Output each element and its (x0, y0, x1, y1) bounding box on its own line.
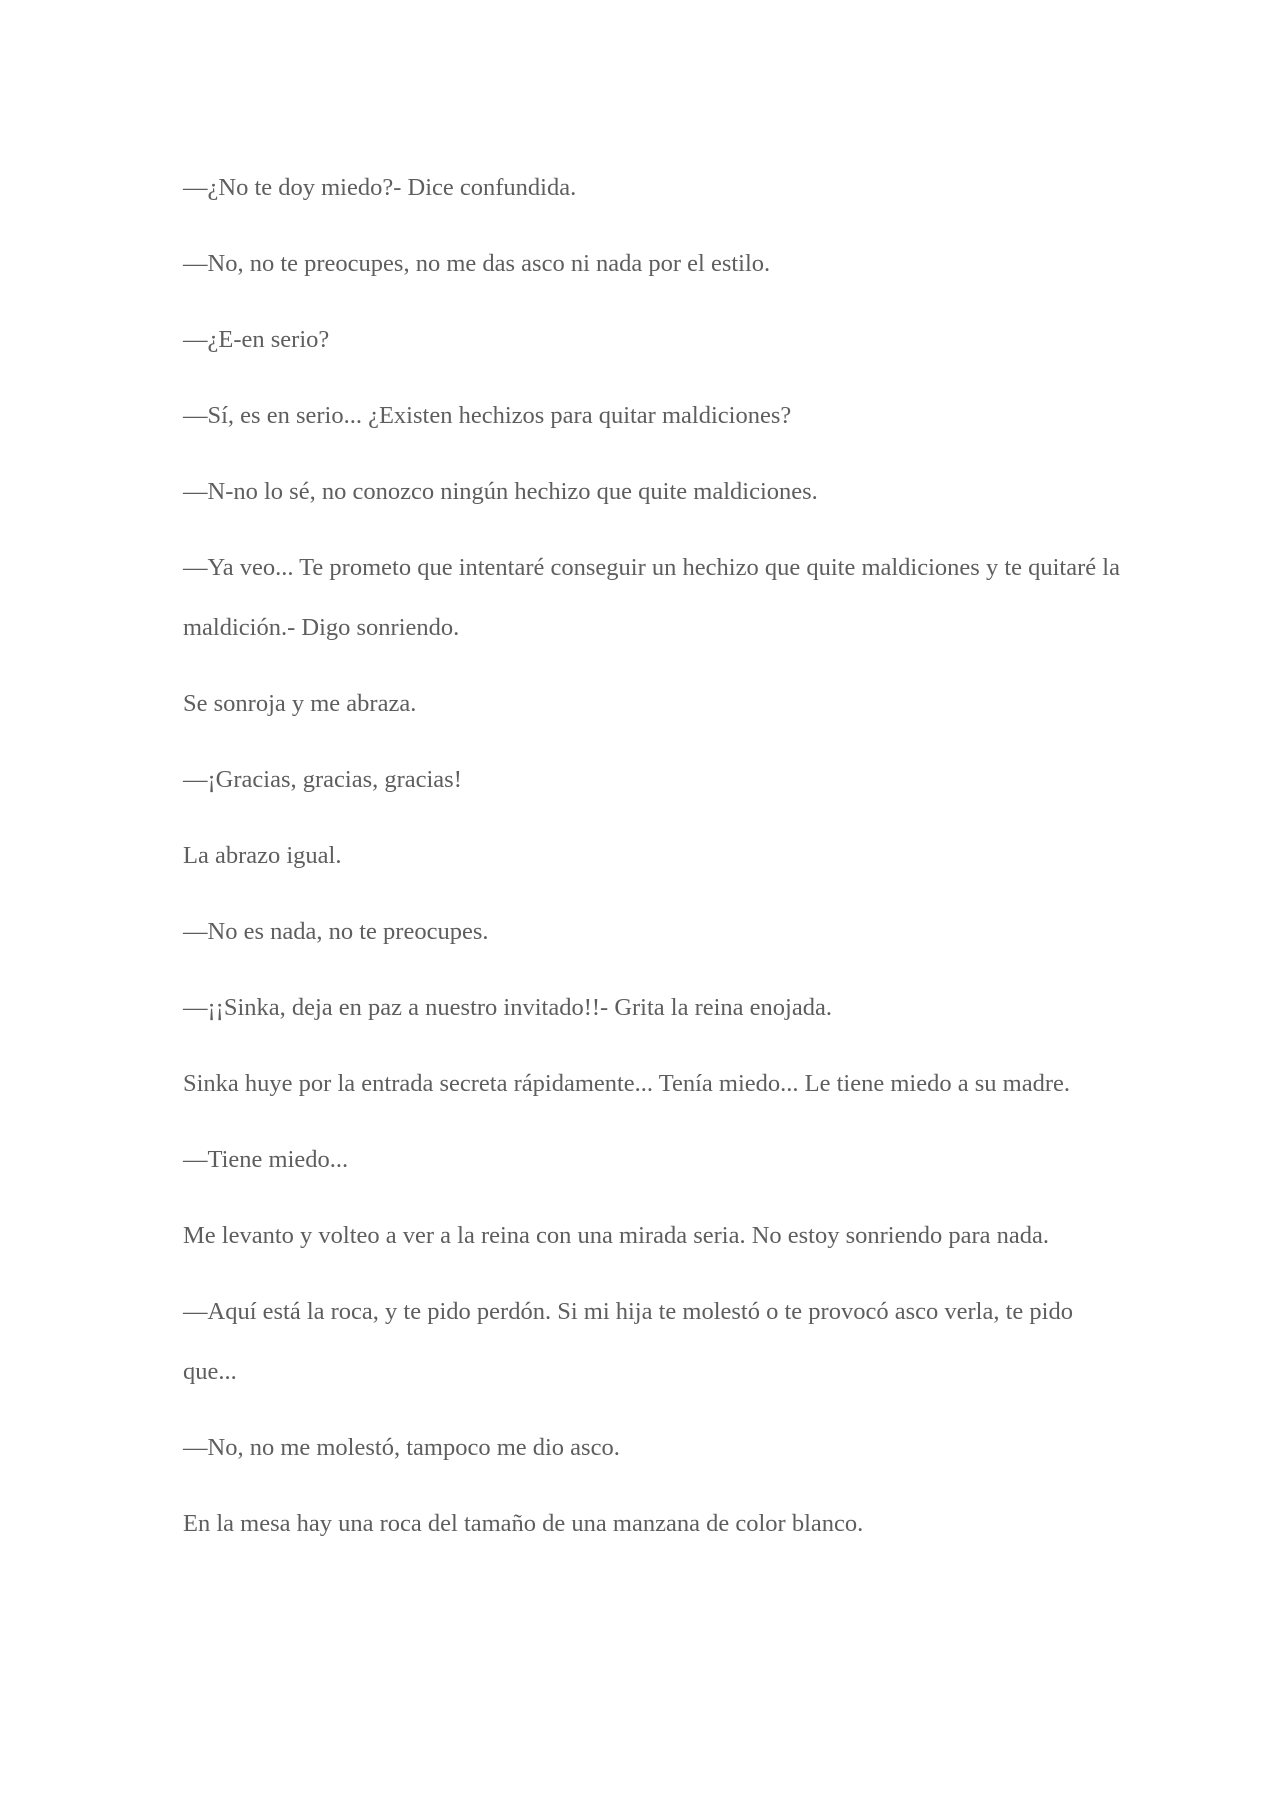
document-page (183, 176, 1123, 1570)
paragraph-11: —¡¡Sinka, deja en paz a nuestro invitado!!- Grita la reina enojada. (183, 994, 832, 1021)
paragraph-7: Se sonroja y me abraza. (183, 690, 417, 717)
paragraph-13: —Tiene miedo... (183, 1146, 349, 1173)
paragraph-6: —Ya veo... Te prometo que intentaré conseguir un hechizo que quite maldiciones y te quitaré la maldición.- Digo sonriendo. (183, 554, 1120, 641)
paragraph-5: —N-no lo sé, no conozco ningún hechizo que quite maldiciones. (183, 478, 818, 505)
paragraph-9: La abrazo igual. (183, 842, 342, 869)
paragraph-12: Sinka huye por la entrada secreta rápidamente... Tenía miedo... Le tiene miedo a su madre. (183, 1070, 1070, 1097)
paragraph-4: —Sí, es en serio... ¿Existen hechizos para quitar maldiciones? (183, 402, 792, 429)
paragraph-17: En la mesa hay una roca del tamaño de una manzana de color blanco. (183, 1510, 864, 1537)
paragraph-10: —No es nada, no te preocupes. (183, 918, 489, 945)
paragraph-3: —¿E-en serio? (183, 326, 330, 353)
paragraph-16: —No, no me molestó, tampoco me dio asco. (183, 1434, 620, 1461)
paragraph-14: Me levanto y volteo a ver a la reina con una mirada seria. No estoy sonriendo para nada. (183, 1222, 1050, 1249)
paragraph-15: —Aquí está la roca, y te pido perdón. Si mi hija te molestó o te provocó asco verla, te pido que... (183, 1298, 1073, 1385)
paragraph-2: —No, no te preocupes, no me das asco ni nada por el estilo. (183, 250, 771, 277)
paragraph-1: —¿No te doy miedo?- Dice confundida. (183, 174, 577, 201)
paragraph-8: —¡Gracias, gracias, gracias! (183, 766, 462, 793)
